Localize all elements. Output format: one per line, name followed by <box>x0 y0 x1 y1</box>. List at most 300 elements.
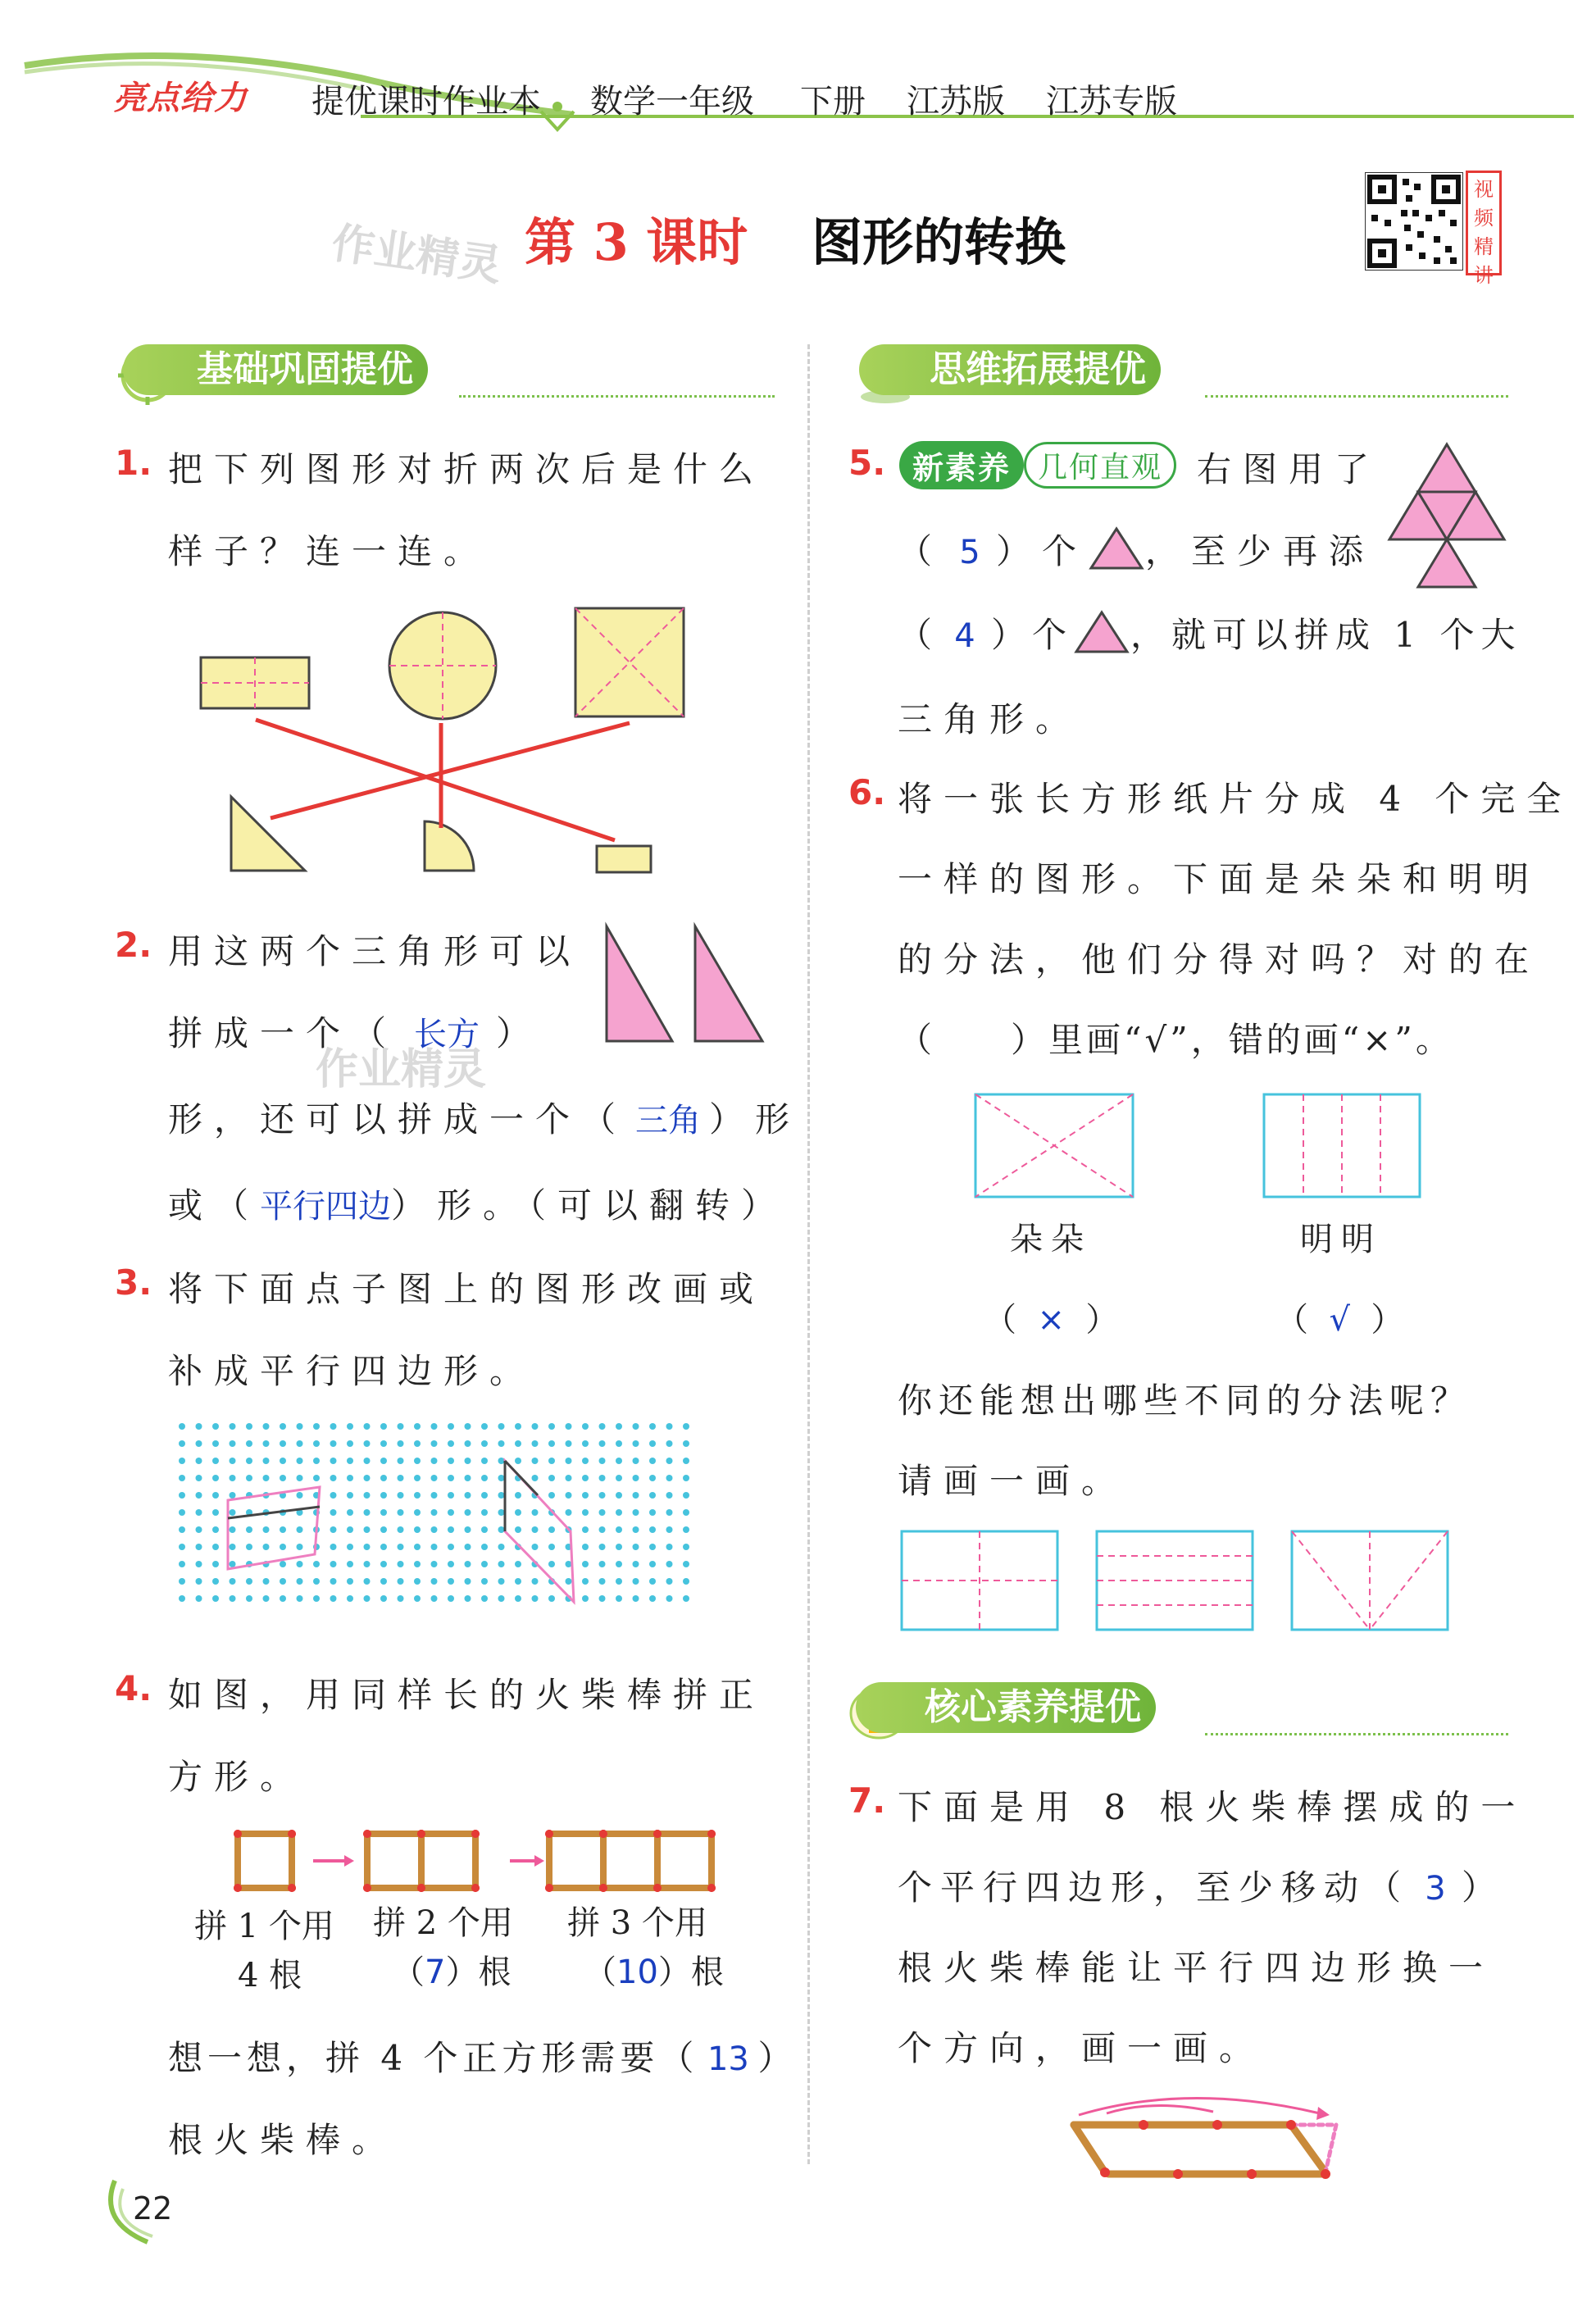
triangle-shape <box>231 797 305 871</box>
grid-dot <box>633 1475 639 1481</box>
grid-dot <box>414 1526 421 1533</box>
grid-dot <box>666 1458 673 1464</box>
q3-text: 将下面点子图上的图形改画或 <box>168 1269 766 1309</box>
grid-dot <box>212 1423 219 1430</box>
grid-dot <box>330 1526 337 1533</box>
grid-dot <box>448 1475 454 1481</box>
grid-dot <box>347 1458 353 1464</box>
answer-7: 7 <box>425 1954 446 1991</box>
q5-text: 三角形。 <box>898 699 1082 739</box>
matchstick-head <box>545 1830 553 1838</box>
grid-dot <box>566 1578 572 1585</box>
grid-dot <box>599 1561 606 1567</box>
grid-dot <box>230 1595 236 1602</box>
section-underline <box>1205 1733 1508 1735</box>
answer-3: 3 <box>1425 1870 1446 1908</box>
grid-dot <box>246 1578 252 1585</box>
grid-dot <box>465 1595 471 1602</box>
grid-dot <box>212 1492 219 1499</box>
grid-dot <box>263 1475 270 1481</box>
grid-dot <box>263 1578 270 1585</box>
quarter-circle-shape <box>425 821 474 871</box>
grid-dot <box>263 1423 270 1430</box>
grid-dot <box>649 1595 656 1602</box>
grid-dot <box>280 1440 286 1447</box>
q7-line <box>898 1861 1504 1910</box>
grid-dot <box>448 1492 454 1499</box>
grid-dot <box>633 1526 639 1533</box>
video-caption-char: 频 <box>1474 207 1494 230</box>
grid-dot <box>515 1440 521 1447</box>
grid-dot <box>548 1595 555 1602</box>
grid-dot <box>633 1423 639 1430</box>
grid-dot <box>599 1458 606 1464</box>
grid-dot <box>498 1561 505 1567</box>
grid-dot <box>498 1492 505 1499</box>
grid-dot <box>364 1544 371 1550</box>
grid-dot <box>582 1492 589 1499</box>
grid-dot <box>566 1440 572 1447</box>
grid-dot <box>616 1475 622 1481</box>
grid-dot <box>347 1595 353 1602</box>
q4-caption: 4 根 <box>238 1957 302 1994</box>
grid-dot <box>246 1475 252 1481</box>
grid-dot <box>666 1475 673 1481</box>
grid-dot <box>481 1440 488 1447</box>
dot-grid-figure <box>172 1418 705 1615</box>
grid-dot <box>582 1561 589 1567</box>
grid-dot <box>196 1509 202 1516</box>
grid-dot <box>179 1475 185 1481</box>
grid-dot <box>548 1526 555 1533</box>
grid-dot <box>179 1440 185 1447</box>
grid-dot <box>398 1423 404 1430</box>
grid-dot <box>481 1544 488 1550</box>
grid-dot <box>297 1561 303 1567</box>
grid-dot <box>633 1578 639 1585</box>
grid-dot <box>380 1595 387 1602</box>
grid-dot <box>398 1526 404 1533</box>
grid-dot <box>398 1440 404 1447</box>
grid-dot <box>364 1578 371 1585</box>
grid-dot <box>532 1578 539 1585</box>
q2-text: 形，还可以拼成一个（ <box>168 1099 628 1139</box>
grid-dot <box>616 1509 622 1516</box>
grid-dot <box>616 1595 622 1602</box>
matchstick-head <box>234 1884 242 1892</box>
grid-dot <box>448 1595 454 1602</box>
section-underline <box>1205 395 1508 398</box>
matchstick-squares <box>221 1824 746 1906</box>
q6-student-drawings <box>893 1525 1467 1640</box>
q7-matchstick-figure <box>1057 2082 1369 2189</box>
grid-dot <box>212 1440 219 1447</box>
grid-dot <box>414 1544 421 1550</box>
grid-dot <box>280 1595 286 1602</box>
grid-dot <box>649 1492 656 1499</box>
grid-dot <box>179 1544 185 1550</box>
grid-dot <box>414 1509 421 1516</box>
grid-dot <box>515 1578 521 1585</box>
q4-text: ） <box>757 2038 798 2078</box>
grid-dot <box>683 1595 689 1602</box>
grid-dot <box>683 1458 689 1464</box>
grid-dot <box>196 1595 202 1602</box>
answer-10: 10 <box>616 1954 658 1991</box>
grid-dot <box>246 1544 252 1550</box>
grid-dot <box>364 1475 371 1481</box>
grid-dot <box>246 1423 252 1430</box>
q2-triangles <box>598 918 771 1049</box>
grid-dot <box>633 1561 639 1567</box>
grid-dot <box>414 1440 421 1447</box>
small-rectangle-shape <box>597 846 651 872</box>
grid-dot <box>666 1561 673 1567</box>
grid-dot <box>465 1475 471 1481</box>
grid-dot <box>212 1595 219 1602</box>
grid-dot <box>465 1423 471 1430</box>
grid-dot <box>666 1595 673 1602</box>
grid-dot <box>297 1578 303 1585</box>
q2-text: ）形 <box>709 1099 802 1139</box>
grid-dot <box>683 1475 689 1481</box>
grid-dot <box>297 1458 303 1464</box>
page-number: 22 <box>133 2190 173 2226</box>
grid-dot <box>431 1526 438 1533</box>
grid-dot <box>280 1561 286 1567</box>
q4-text: 想一想，拼 4 个正方形需要（ <box>168 2038 699 2078</box>
grid-dot <box>431 1458 438 1464</box>
grid-dot <box>280 1458 286 1464</box>
grid-dot <box>532 1544 539 1550</box>
matchstick-head <box>288 1830 296 1838</box>
grid-dot <box>481 1458 488 1464</box>
grid-dot <box>582 1509 589 1516</box>
grid-dot <box>481 1578 488 1585</box>
grid-dot <box>297 1440 303 1447</box>
grid-dot <box>380 1526 387 1533</box>
matchstick-head <box>599 1884 607 1892</box>
grid-dot <box>380 1492 387 1499</box>
video-caption-char: 视 <box>1474 178 1494 201</box>
grid-dot <box>380 1561 387 1567</box>
grid-dot <box>532 1509 539 1516</box>
grid-dot <box>263 1595 270 1602</box>
grid-dot <box>649 1509 656 1516</box>
grid-dot <box>347 1475 353 1481</box>
grid-dot <box>633 1440 639 1447</box>
q5-line <box>898 525 1375 574</box>
grid-dot <box>330 1595 337 1602</box>
grid-dot <box>179 1509 185 1516</box>
q6-text: 一样的图形。下面是朵朵和明明 <box>898 859 1541 899</box>
grid-dot <box>465 1544 471 1550</box>
q5-text: （ <box>898 531 944 571</box>
q7-text: ） <box>1462 1867 1505 1908</box>
grid-dot <box>582 1440 589 1447</box>
lesson-number: 第 3 课时 <box>525 212 748 272</box>
grid-dot <box>330 1492 337 1499</box>
grid-dot <box>548 1458 555 1464</box>
grid-dot <box>448 1458 454 1464</box>
grid-dot <box>465 1458 471 1464</box>
grid-dot <box>515 1458 521 1464</box>
grid-dot <box>313 1458 320 1464</box>
grid-dot <box>380 1475 387 1481</box>
grid-dot <box>330 1578 337 1585</box>
grid-dot <box>196 1544 202 1550</box>
grid-dot <box>532 1526 539 1533</box>
grid-dot <box>666 1509 673 1516</box>
question-number: 2. <box>115 925 152 965</box>
grid-dot <box>431 1561 438 1567</box>
grid-dot <box>599 1544 606 1550</box>
grid-dot <box>633 1458 639 1464</box>
grid-dot <box>179 1595 185 1602</box>
grid-dot <box>649 1561 656 1567</box>
grid-dot <box>313 1595 320 1602</box>
q6-answer-1: （ × ） <box>984 1301 1119 1339</box>
q7-text: 根火柴棒能让平行四边形换一 <box>898 1948 1495 1988</box>
matchstick-head <box>707 1884 716 1892</box>
q5-text: 右图用了 <box>1197 449 1381 489</box>
grid-dot <box>666 1578 673 1585</box>
q5-triangle-figure <box>1385 441 1508 589</box>
grid-dot <box>398 1509 404 1516</box>
triangle-icon <box>1088 525 1145 571</box>
grid-dot <box>364 1526 371 1533</box>
volume-label: 下册 <box>800 83 866 121</box>
grid-dot <box>448 1509 454 1516</box>
grid-dot <box>498 1595 505 1602</box>
grid-dot <box>649 1458 656 1464</box>
grid-dot <box>380 1544 387 1550</box>
q4-caption: 拼 2 个用 <box>373 1904 513 1942</box>
grid-dot <box>683 1492 689 1499</box>
matchstick-head <box>599 1830 607 1838</box>
grid-dot <box>548 1561 555 1567</box>
grid-dot <box>196 1492 202 1499</box>
q3-text: 补成平行四边形。 <box>168 1351 536 1391</box>
grid-dot <box>498 1544 505 1550</box>
grid-dot <box>212 1578 219 1585</box>
grid-dot <box>297 1475 303 1481</box>
grid-dot <box>649 1475 656 1481</box>
grid-dot <box>230 1440 236 1447</box>
answer-parallelogram: 平行四边 <box>260 1188 392 1226</box>
q5-text: ）个 <box>991 615 1074 655</box>
grid-dot <box>498 1458 505 1464</box>
grid-dot <box>431 1509 438 1516</box>
grid-dot <box>666 1544 673 1550</box>
q5-text: ）个 <box>996 531 1089 571</box>
grid-dot <box>297 1544 303 1550</box>
badge-new-literacy: 新素养 <box>899 441 1024 489</box>
grid-dot <box>448 1561 454 1567</box>
answer-5: 5 <box>959 534 980 571</box>
grid-dot <box>212 1544 219 1550</box>
grid-dot <box>683 1423 689 1430</box>
grid-dot <box>649 1440 656 1447</box>
q4-text: 如图，用同样长的火柴棒拼正 <box>168 1675 766 1715</box>
grid-dot <box>179 1561 185 1567</box>
grid-dot <box>212 1561 219 1567</box>
grid-dot <box>465 1561 471 1567</box>
grid-dot <box>196 1458 202 1464</box>
grid-dot <box>263 1440 270 1447</box>
grid-dot <box>364 1423 371 1430</box>
grid-dot <box>683 1526 689 1533</box>
grid-dot <box>179 1578 185 1585</box>
grid-dot <box>414 1578 421 1585</box>
grid-dot <box>297 1526 303 1533</box>
series-name: 提优课时作业本 <box>311 83 541 121</box>
q2-line <box>168 1093 801 1142</box>
grid-dot <box>347 1423 353 1430</box>
grid-dot <box>364 1509 371 1516</box>
grid-dot <box>230 1544 236 1550</box>
question-number: 6. <box>848 772 886 812</box>
grid-dot <box>599 1509 606 1516</box>
grid-dot <box>666 1423 673 1430</box>
grid-dot <box>230 1561 236 1567</box>
grid-dot <box>280 1526 286 1533</box>
section-core: 核心素养提优 <box>856 1682 1156 1733</box>
grid-dot <box>515 1492 521 1499</box>
grid-dot <box>616 1423 622 1430</box>
grid-dot <box>498 1423 505 1430</box>
grid-dot <box>414 1492 421 1499</box>
grid-dot <box>582 1475 589 1481</box>
grid-dot <box>616 1526 622 1533</box>
grid-dot <box>230 1458 236 1464</box>
video-caption-char: 讲 <box>1474 264 1494 287</box>
grid-dot <box>649 1578 656 1585</box>
q4-caption <box>392 1946 511 1993</box>
badge-geometry: 几何直观 <box>1024 442 1176 489</box>
grid-dot <box>313 1561 320 1567</box>
grid-dot <box>683 1561 689 1567</box>
grid-dot <box>398 1475 404 1481</box>
grid-dot <box>481 1561 488 1567</box>
grid-dot <box>616 1578 622 1585</box>
grid-dot <box>196 1561 202 1567</box>
mark-wrong: × <box>1037 1301 1065 1339</box>
question-number: 5. <box>848 443 886 483</box>
grid-dot <box>230 1578 236 1585</box>
section-thinking: 思维拓展提优 <box>859 344 1161 395</box>
grid-dot <box>481 1509 488 1516</box>
grid-dot <box>649 1423 656 1430</box>
grid-dot <box>330 1440 337 1447</box>
triangle-icon <box>1073 609 1130 655</box>
grid-dot <box>347 1526 353 1533</box>
grid-dot <box>196 1440 202 1447</box>
grid-dot <box>364 1561 371 1567</box>
grid-dot <box>566 1475 572 1481</box>
grid-dot <box>666 1440 673 1447</box>
grid-dot <box>398 1544 404 1550</box>
grid-dot <box>582 1423 589 1430</box>
grid-dot <box>398 1458 404 1464</box>
grid-dot <box>414 1595 421 1602</box>
grid-dot <box>498 1509 505 1516</box>
grid-dot <box>616 1458 622 1464</box>
grid-dot <box>313 1578 320 1585</box>
grid-dot <box>280 1578 286 1585</box>
grid-dot <box>431 1423 438 1430</box>
grid-dot <box>347 1578 353 1585</box>
grid-dot <box>683 1509 689 1516</box>
grid-dot <box>313 1423 320 1430</box>
grid-dot <box>280 1475 286 1481</box>
grid-dot <box>498 1578 505 1585</box>
grid-dot <box>633 1492 639 1499</box>
grid-dot <box>179 1526 185 1533</box>
q2-text: ） <box>496 1013 543 1053</box>
grid-dot <box>212 1526 219 1533</box>
grid-dot <box>515 1561 521 1567</box>
grid-dot <box>515 1595 521 1602</box>
q5-text: ，至少再添 <box>1145 531 1375 571</box>
grid-dot <box>347 1440 353 1447</box>
grid-dot <box>212 1458 219 1464</box>
grid-dot <box>465 1509 471 1516</box>
qr-code-icon[interactable] <box>1365 172 1463 271</box>
grid-dot <box>599 1526 606 1533</box>
grid-dot <box>380 1423 387 1430</box>
grid-dot <box>230 1509 236 1516</box>
matchstick-head <box>417 1830 425 1838</box>
grid-dot <box>179 1458 185 1464</box>
grid-dot <box>196 1578 202 1585</box>
grid-dot <box>532 1458 539 1464</box>
grid-dot <box>498 1440 505 1447</box>
grid-dot <box>599 1595 606 1602</box>
section-basic: 基础巩固提优 <box>123 344 428 395</box>
q2-text: ）形。（可以翻转） <box>391 1185 788 1226</box>
q7-text: 下面是用 8 根火柴棒摆成的一 <box>898 1787 1527 1827</box>
grid-dot <box>616 1440 622 1447</box>
q2-line <box>168 1179 787 1228</box>
question-number: 1. <box>115 443 152 483</box>
name-duoduo: 朵朵 <box>1010 1221 1092 1258</box>
matchstick-head <box>363 1884 371 1892</box>
matchstick-head <box>288 1884 296 1892</box>
grid-dot <box>649 1544 656 1550</box>
grid-dot <box>616 1561 622 1567</box>
q5-line <box>898 608 1521 657</box>
grid-dot <box>330 1561 337 1567</box>
matchstick-head <box>417 1884 425 1892</box>
q7-text: 个平行四边形，至少移动（ <box>898 1867 1410 1908</box>
page-title: 图形的转换 <box>812 212 1066 272</box>
q6-text: 将一张长方形纸片分成 4 个完全 <box>898 779 1573 819</box>
q4-caption: 拼 1 个用 <box>194 1908 334 1945</box>
grid-dot <box>481 1492 488 1499</box>
q6-text: 请画一画。 <box>898 1461 1128 1501</box>
brand-logo-text: 亮点给力 <box>113 80 248 117</box>
grid-dot <box>263 1526 270 1533</box>
q4-caption-text: （ <box>392 1954 425 1991</box>
grid-dot <box>380 1458 387 1464</box>
q6-text: 你还能想出哪些不同的分法呢？ <box>898 1380 1472 1421</box>
grid-dot <box>633 1509 639 1516</box>
grid-dot <box>212 1475 219 1481</box>
q4-caption <box>584 1946 724 1993</box>
grid-dot <box>230 1423 236 1430</box>
q5-text: （ <box>898 615 939 655</box>
